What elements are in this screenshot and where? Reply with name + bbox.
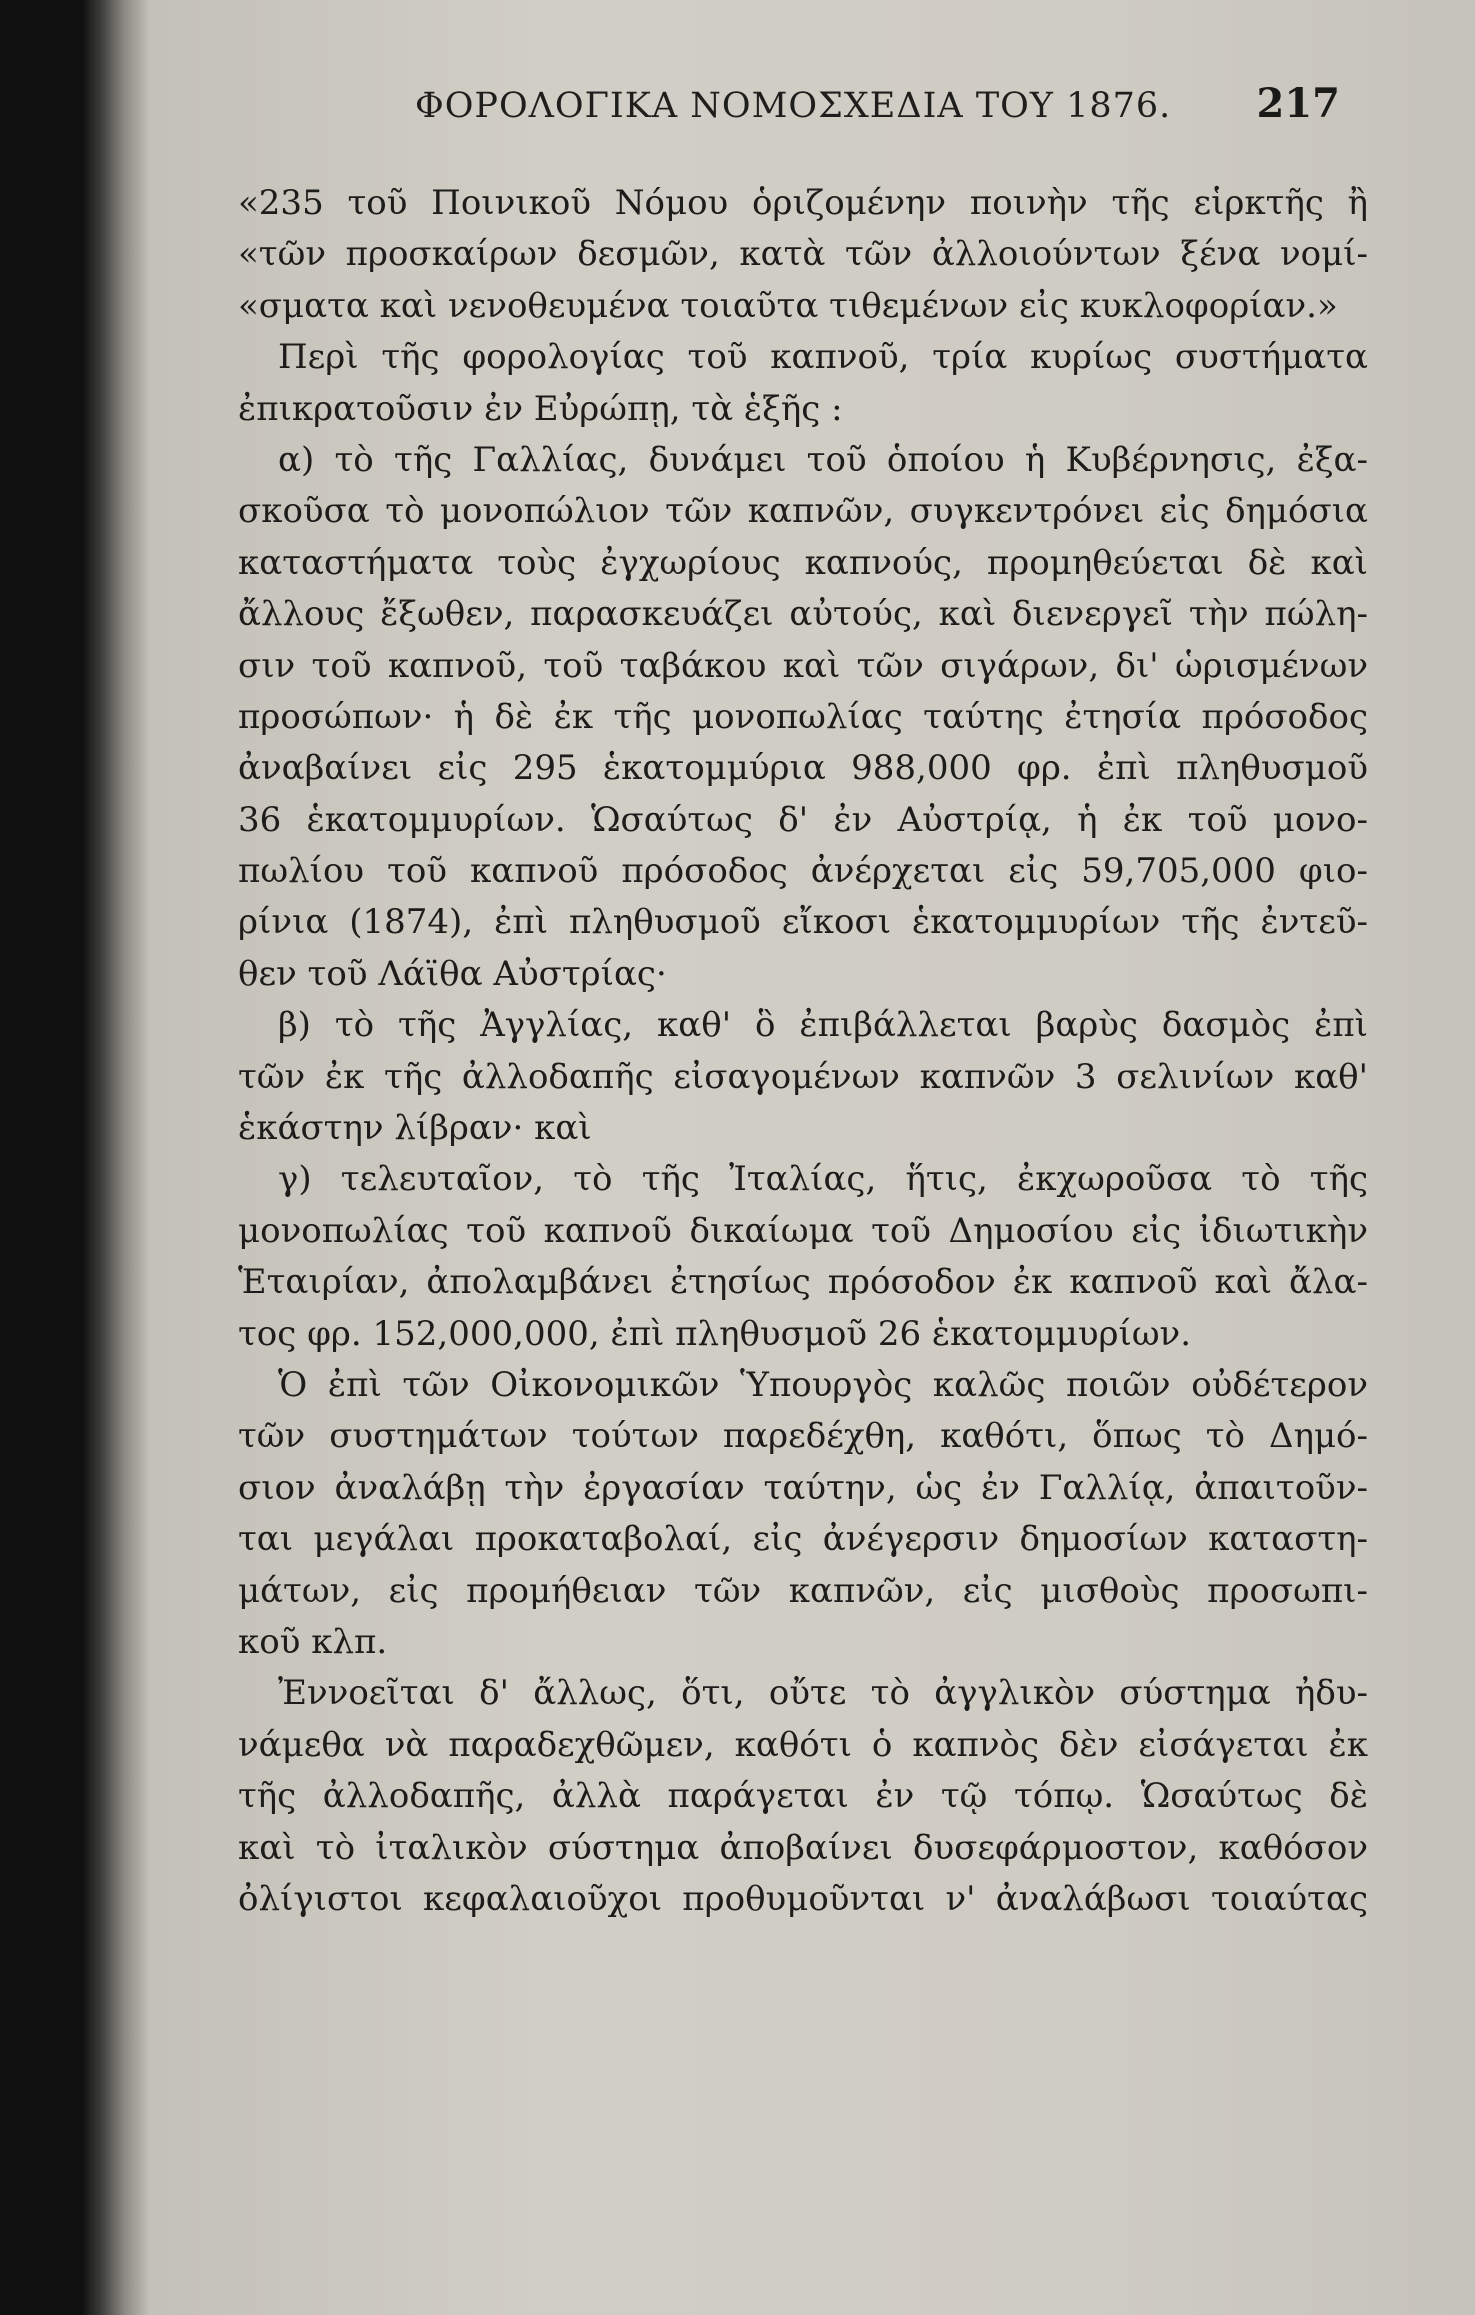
text-line: ἐπικρατοῦσιν ἐν Εὐρώπῃ, τὰ ἑξῆς : (238, 388, 843, 429)
text-line: τος φρ. 152,000,000, ἐπὶ πληθυσμοῦ 26 ἑκατομμυρίων. (238, 1313, 1192, 1354)
text-line: ἄλλους ἔξωθεν, παρασκευάζει αὐτούς, καὶ διενεργεῖ τὴν πώλη- (238, 594, 1368, 635)
text-line: ἀναβαίνει εἰς 295 ἑκατομμύρια 988,000 φρ. ἐπὶ πληθυσμοῦ (238, 748, 1368, 789)
text-line: β) τὸ τῆς Ἀγγλίας, καθ' ὃ ἐπιβάλλεται βαρὺς δασμὸς ἐπὶ (278, 1005, 1368, 1046)
text-line: α) τὸ τῆς Γαλλίας, δυνάμει τοῦ ὁποίου ἡ Κυβέρνησις, ἐξα- (278, 439, 1368, 480)
text-line: ἑκάστην λίβραν· καὶ (238, 1108, 592, 1149)
text-line: ὀλίγιστοι κεφαλαιοῦχοι προθυμοῦνται ν' ἀναλάβωσι τοιαύτας (238, 1878, 1368, 1919)
text-line: κοῦ κλπ. (238, 1621, 388, 1662)
text-line: «σματα καὶ νενοθευμένα τοιαῦτα τιθεμένων εἰς κυκλοφορίαν.» (238, 285, 1338, 326)
text-line: 36 ἑκατομμυρίων. Ὡσαύτως δ' ἐν Αὐστρίᾳ, ἡ ἐκ τοῦ μονο- (238, 799, 1368, 840)
text-line: «235 τοῦ Ποινικοῦ Νόμου ὁριζομένην ποινὴν τῆς εἱρκτῆς ἢ (238, 183, 1368, 223)
text-line: γ) τελευταῖον, τὸ τῆς Ἰταλίας, ἥτις, ἐκχωροῦσα τὸ τῆς (278, 1159, 1368, 1200)
page-number: 217 (1256, 80, 1340, 127)
text-line: Ἑταιρίαν, ἀπολαμβάνει ἐτησίως πρόσοδον ἐκ καπνοῦ καὶ ἄλα- (238, 1262, 1368, 1303)
text-line: πωλίου τοῦ καπνοῦ πρόσοδος ἀνέρχεται εἰς 59,705,000 φιο- (238, 851, 1368, 892)
text-line: ρίνια (1874), ἐπὶ πληθυσμοῦ εἴκοσι ἑκατομμυρίων τῆς ἐντεῦ- (238, 902, 1368, 943)
book-binding-shadow (0, 0, 150, 2315)
text-line: σκοῦσα τὸ μονοπώλιον τῶν καπνῶν, συγκεντρόνει εἰς δημόσια (238, 491, 1368, 532)
running-title: ΦΟΡΟΛΟΓΙΚΑ ΝΟΜΟΣΧΕΔΙΑ ΤΟΥ 1876. (415, 86, 1172, 126)
body-text (238, 178, 1368, 1925)
text-line: μάτων, εἰς προμήθειαν τῶν καπνῶν, εἰς μισθοὺς προσωπι- (238, 1570, 1368, 1611)
text-line: «τῶν προσκαίρων δεσμῶν, κατὰ τῶν ἀλλοιούντων ξένα νομί- (238, 234, 1368, 275)
text-line: Ἐννοεῖται δ' ἄλλως, ὅτι, οὔτε τὸ ἀγγλικὸν σύστημα ἠδυ- (278, 1673, 1368, 1714)
text-line: Ὁ ἐπὶ τῶν Οἰκονομικῶν Ὑπουργὸς καλῶς ποιῶν οὐδέτερον (278, 1364, 1368, 1405)
text-line: σιν τοῦ καπνοῦ, τοῦ ταβάκου καὶ τῶν σιγάρων, δι' ὡρισμένων (238, 645, 1368, 686)
text-line: Περὶ τῆς φορολογίας τοῦ καπνοῦ, τρία κυρίως συστήματα (278, 337, 1368, 378)
text-line: καταστήματα τοὺς ἐγχωρίους καπνούς, προμηθεύεται δὲ καὶ (238, 542, 1368, 583)
text-line: τῆς ἀλλοδαπῆς, ἀλλὰ παράγεται ἐν τῷ τόπῳ. Ὡσαύτως δὲ (238, 1776, 1368, 1817)
text-line: τῶν συστημάτων τούτων παρεδέχθη, καθότι, ὅπως τὸ Δημό- (238, 1416, 1368, 1457)
text-line: καὶ τὸ ἰταλικὸν σύστημα ἀποβαίνει δυσεφάρμοστον, καθόσον (238, 1827, 1368, 1868)
page-header (265, 76, 1340, 136)
text-line: προσώπων· ἡ δὲ ἐκ τῆς μονοπωλίας ταύτης ἐτησία πρόσοδος (238, 696, 1368, 737)
text-line: σιον ἀναλάβῃ τὴν ἐργασίαν ταύτην, ὡς ἐν Γαλλίᾳ, ἀπαιτοῦν- (238, 1467, 1368, 1508)
text-line: μονοπωλίας τοῦ καπνοῦ δικαίωμα τοῦ Δημοσίου εἰς ἰδιωτικὴν (238, 1210, 1368, 1251)
text-line: τῶν ἐκ τῆς ἀλλοδαπῆς εἰσαγομένων καπνῶν 3 σελινίων καθ' (238, 1056, 1368, 1097)
text-line: ται μεγάλαι προκαταβολαί, εἰς ἀνέγερσιν δημοσίων καταστη- (238, 1519, 1368, 1560)
text-line: θεν τοῦ Λάϊθα Αὐστρίας· (238, 953, 667, 994)
text-line: νάμεθα νὰ παραδεχθῶμεν, καθότι ὁ καπνὸς δὲν εἰσάγεται ἐκ (238, 1724, 1368, 1765)
